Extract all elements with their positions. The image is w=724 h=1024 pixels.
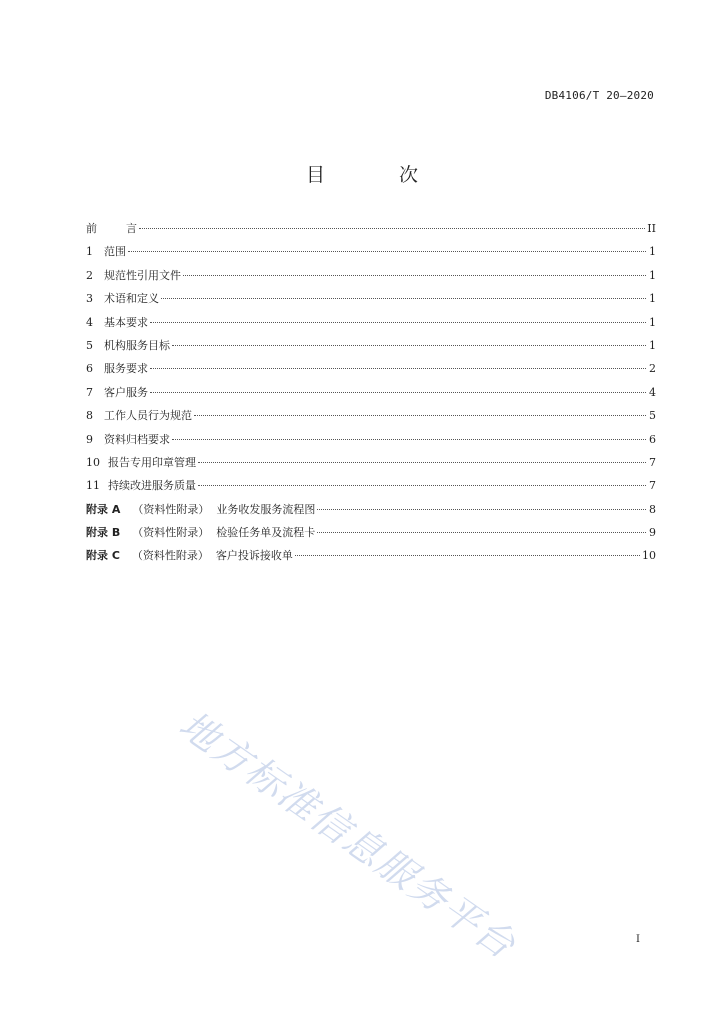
toc-entry-number: 2 xyxy=(86,268,93,282)
toc-entry-page: 1 xyxy=(649,292,656,306)
toc-entry[interactable] xyxy=(86,451,656,474)
toc-entry-number: 附录 A xyxy=(86,502,121,516)
toc-entry-title: 基本要求 xyxy=(104,315,148,329)
toc-entry-title: （资料性附录） 业务收发服务流程图 xyxy=(132,502,316,516)
toc-entry-number: 7 xyxy=(86,385,93,399)
toc-entry-title: （资料性附录） 检验任务单及流程卡 xyxy=(132,526,316,540)
toc-leader-dots xyxy=(295,555,640,556)
toc-leader-dots xyxy=(172,345,646,346)
toc-entry[interactable] xyxy=(86,357,656,380)
toc-entry-title: 客户服务 xyxy=(104,385,148,399)
toc-entry-number: 5 xyxy=(86,338,93,352)
toc-entry-number: 附录 B xyxy=(86,526,121,540)
toc-entry-number: 8 xyxy=(86,409,93,423)
toc-entry[interactable] xyxy=(86,334,656,357)
toc-entry[interactable] xyxy=(86,404,656,427)
toc-leader-dots xyxy=(194,415,646,416)
toc-entry-number: 附录 C xyxy=(86,549,120,563)
toc-entry-page: 1 xyxy=(649,338,656,352)
toc-entry-title: 规范性引用文件 xyxy=(104,268,181,282)
toc-leader-dots xyxy=(198,462,646,463)
toc-leader-dots xyxy=(183,275,646,276)
toc-leader-dots xyxy=(317,509,646,510)
watermark: 地方标准信息服务平台 xyxy=(171,702,525,968)
toc-entry-title: 服务要求 xyxy=(104,362,148,376)
toc-leader-dots xyxy=(317,532,646,533)
toc-leader-dots xyxy=(172,439,646,440)
toc-entry-page: 9 xyxy=(649,526,656,540)
toc-entry-title: 范围 xyxy=(104,245,126,259)
toc-entry-title: 资料归档要求 xyxy=(104,432,170,446)
toc-leader-dots xyxy=(161,298,646,299)
toc-entry[interactable] xyxy=(86,381,656,404)
page-number: I xyxy=(636,934,640,945)
toc-entry-title: 术语和定义 xyxy=(104,292,159,306)
toc-entry-page: 10 xyxy=(642,549,656,563)
toc-entry-title: （资料性附录） 客户投诉接收单 xyxy=(131,549,293,563)
toc-entry[interactable] xyxy=(86,521,656,544)
toc-entry-page: 1 xyxy=(649,315,656,329)
toc-entry-page: II xyxy=(647,222,656,235)
toc-entry-page: 1 xyxy=(649,268,656,282)
toc-leader-dots xyxy=(139,228,645,229)
toc-entry-page: 7 xyxy=(649,479,656,493)
toc-entry-number: 4 xyxy=(86,315,93,329)
toc-entry[interactable] xyxy=(86,311,656,334)
toc-entry-title: 机构服务目标 xyxy=(104,338,170,352)
toc-entry-title: 报告专用印章管理 xyxy=(108,455,196,469)
document-code: DB4106/T 20—2020 xyxy=(544,89,654,102)
toc-leader-dots xyxy=(150,322,646,323)
toc-leader-dots xyxy=(150,392,646,393)
toc-entry-number: 6 xyxy=(86,362,93,376)
table-of-contents xyxy=(86,217,656,568)
toc-entry[interactable] xyxy=(86,498,656,521)
toc-leader-dots xyxy=(198,485,646,486)
toc-entry-title: 工作人员行为规范 xyxy=(104,409,192,423)
toc-entry-number: 10 xyxy=(86,455,100,469)
toc-entry[interactable] xyxy=(86,240,656,263)
toc-entry-number: 前 xyxy=(86,222,97,235)
toc-entry-number: 9 xyxy=(86,432,93,446)
toc-entry-page: 4 xyxy=(649,385,656,399)
toc-entry-title: 言 xyxy=(126,222,137,235)
toc-entry-page: 1 xyxy=(649,245,656,259)
toc-entry-page: 6 xyxy=(649,432,656,446)
toc-entry-page: 2 xyxy=(649,362,656,376)
toc-entry-title: 持续改进服务质量 xyxy=(108,479,196,493)
toc-leader-dots xyxy=(150,368,646,369)
toc-entry-number: 1 xyxy=(86,245,93,259)
toc-entry-number: 11 xyxy=(86,479,100,493)
toc-entry-page: 7 xyxy=(649,455,656,469)
toc-entry[interactable] xyxy=(86,544,656,567)
toc-leader-dots xyxy=(128,251,646,252)
toc-entry[interactable] xyxy=(86,287,656,310)
toc-entry[interactable] xyxy=(86,428,656,451)
toc-entry-number: 3 xyxy=(86,292,93,306)
page-title: 目 次 xyxy=(305,164,453,186)
toc-entry[interactable] xyxy=(86,217,656,240)
toc-entry[interactable] xyxy=(86,264,656,287)
toc-entry-page: 5 xyxy=(649,409,656,423)
toc-entry-page: 8 xyxy=(649,502,656,516)
toc-entry[interactable] xyxy=(86,474,656,497)
